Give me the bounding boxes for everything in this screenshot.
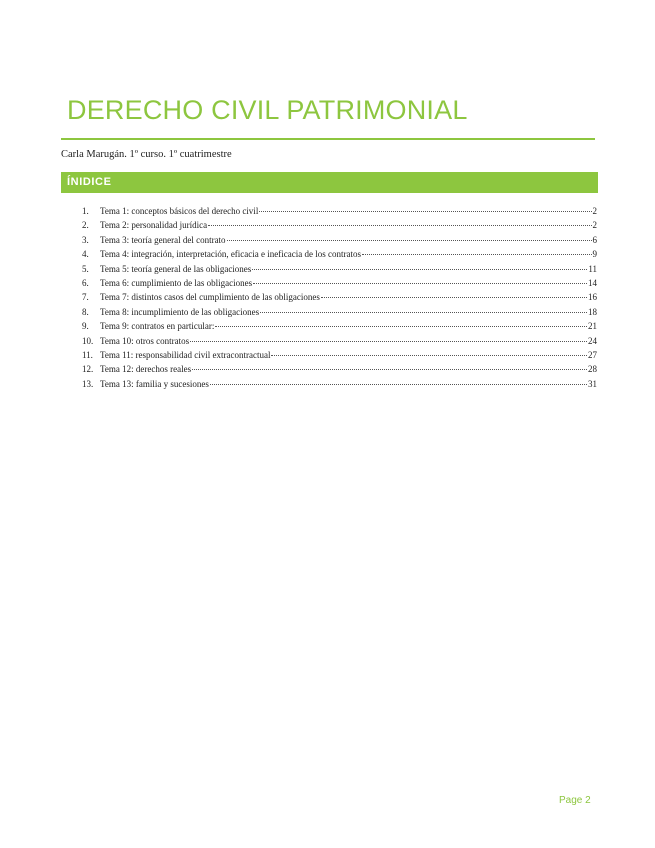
toc-entry[interactable] xyxy=(82,348,597,362)
toc-entry-label: Tema 4: integración, interpretación, eficacia e ineficacia de los contratos xyxy=(100,249,361,260)
toc-entry-number: 3. xyxy=(82,234,89,245)
toc-entry[interactable] xyxy=(82,276,597,290)
toc-entry-label: Tema 9: contratos en particular: xyxy=(100,321,215,332)
toc-entry-page: 16 xyxy=(588,292,597,303)
toc-dot-leader xyxy=(362,254,592,255)
toc-entry-number: 12. xyxy=(82,364,94,375)
toc-entry-page: 11 xyxy=(588,263,597,274)
toc-entry[interactable] xyxy=(82,377,597,391)
toc-entry-label: Tema 10: otros contratos xyxy=(100,335,190,346)
toc-entry-label: Tema 7: distintos casos del cumplimiento de las obligaciones xyxy=(100,292,320,303)
toc-entry-page: 18 xyxy=(588,306,597,317)
toc-dot-leader xyxy=(215,326,587,327)
toc-entry-label: Tema 3: teoría general del contrato xyxy=(100,234,226,245)
toc-entry-page: 27 xyxy=(588,349,597,360)
toc-entry[interactable] xyxy=(82,290,597,304)
toc-entry[interactable] xyxy=(82,362,597,376)
toc-dot-leader xyxy=(271,355,587,356)
toc-entry-number: 7. xyxy=(82,292,89,303)
toc-dot-leader xyxy=(259,211,591,212)
toc-entry-page: 24 xyxy=(588,335,597,346)
index-heading-bar xyxy=(61,172,598,193)
toc-entry-number: 10. xyxy=(82,335,94,346)
toc-dot-leader xyxy=(190,341,587,342)
toc-entry-page: 9 xyxy=(592,249,597,260)
toc-dot-leader xyxy=(227,240,592,241)
toc-dot-leader xyxy=(192,369,587,370)
toc-dot-leader xyxy=(321,297,587,298)
toc-entry-number: 13. xyxy=(82,378,94,389)
toc-entry[interactable] xyxy=(82,319,597,333)
document-subtitle: Carla Marugán. 1º curso. 1º cuatrimestre xyxy=(61,149,232,160)
toc-entry-page: 2 xyxy=(592,220,597,231)
toc-entry-page: 28 xyxy=(588,364,597,375)
toc-entry[interactable] xyxy=(82,218,597,232)
toc-entry-label: Tema 13: familia y sucesiones xyxy=(100,378,209,389)
toc-entry-page: 2 xyxy=(592,206,597,216)
toc-dot-leader xyxy=(210,384,587,385)
toc-entry-page: 21 xyxy=(588,321,597,332)
toc-entry[interactable] xyxy=(82,247,597,261)
toc-entry-number: 5. xyxy=(82,263,89,274)
toc-entry[interactable] xyxy=(82,204,597,218)
toc-entry-label: Tema 11: responsabilidad civil extracontractual xyxy=(100,349,271,360)
toc-dot-leader xyxy=(252,269,587,270)
toc-entry-number: 9. xyxy=(82,321,89,332)
title-divider xyxy=(61,138,595,140)
toc-entry[interactable] xyxy=(82,305,597,319)
toc-entry-label: Tema 6: cumplimiento de las obligaciones xyxy=(100,277,253,288)
toc-entry-number: 2. xyxy=(82,220,89,231)
toc-entry-number: 11. xyxy=(82,349,93,360)
toc-entry[interactable] xyxy=(82,233,597,247)
toc-entry-label: Tema 5: teoría general de las obligaciones xyxy=(100,263,252,274)
index-heading: ÍNIDICE xyxy=(67,176,112,188)
toc-entry-page: 6 xyxy=(592,234,597,245)
toc-entry[interactable] xyxy=(82,334,597,348)
toc-entry-page: 14 xyxy=(588,277,597,288)
toc-entry-label: Tema 2: personalidad jurídica xyxy=(100,220,208,231)
document-title: DERECHO CIVIL PATRIMONIAL xyxy=(67,95,468,125)
toc-entry-number: 4. xyxy=(82,249,89,260)
toc-entry[interactable] xyxy=(82,262,597,276)
toc-dot-leader xyxy=(260,312,587,313)
toc-entry-label: Tema 8: incumplimiento de las obligaciones xyxy=(100,306,260,317)
toc-entry-number: 8. xyxy=(82,306,89,317)
toc-entry-label: Tema 12: derechos reales xyxy=(100,364,192,375)
toc-dot-leader xyxy=(253,283,587,284)
toc-entry-number: 1. xyxy=(82,206,89,216)
table-of-contents xyxy=(82,204,597,391)
toc-entry-label: Tema 1: conceptos básicos del derecho civil xyxy=(100,206,259,216)
page-number: Page 2 xyxy=(559,795,591,806)
toc-dot-leader xyxy=(208,225,591,226)
toc-entry-page: 31 xyxy=(588,378,597,389)
toc-entry-number: 6. xyxy=(82,277,89,288)
